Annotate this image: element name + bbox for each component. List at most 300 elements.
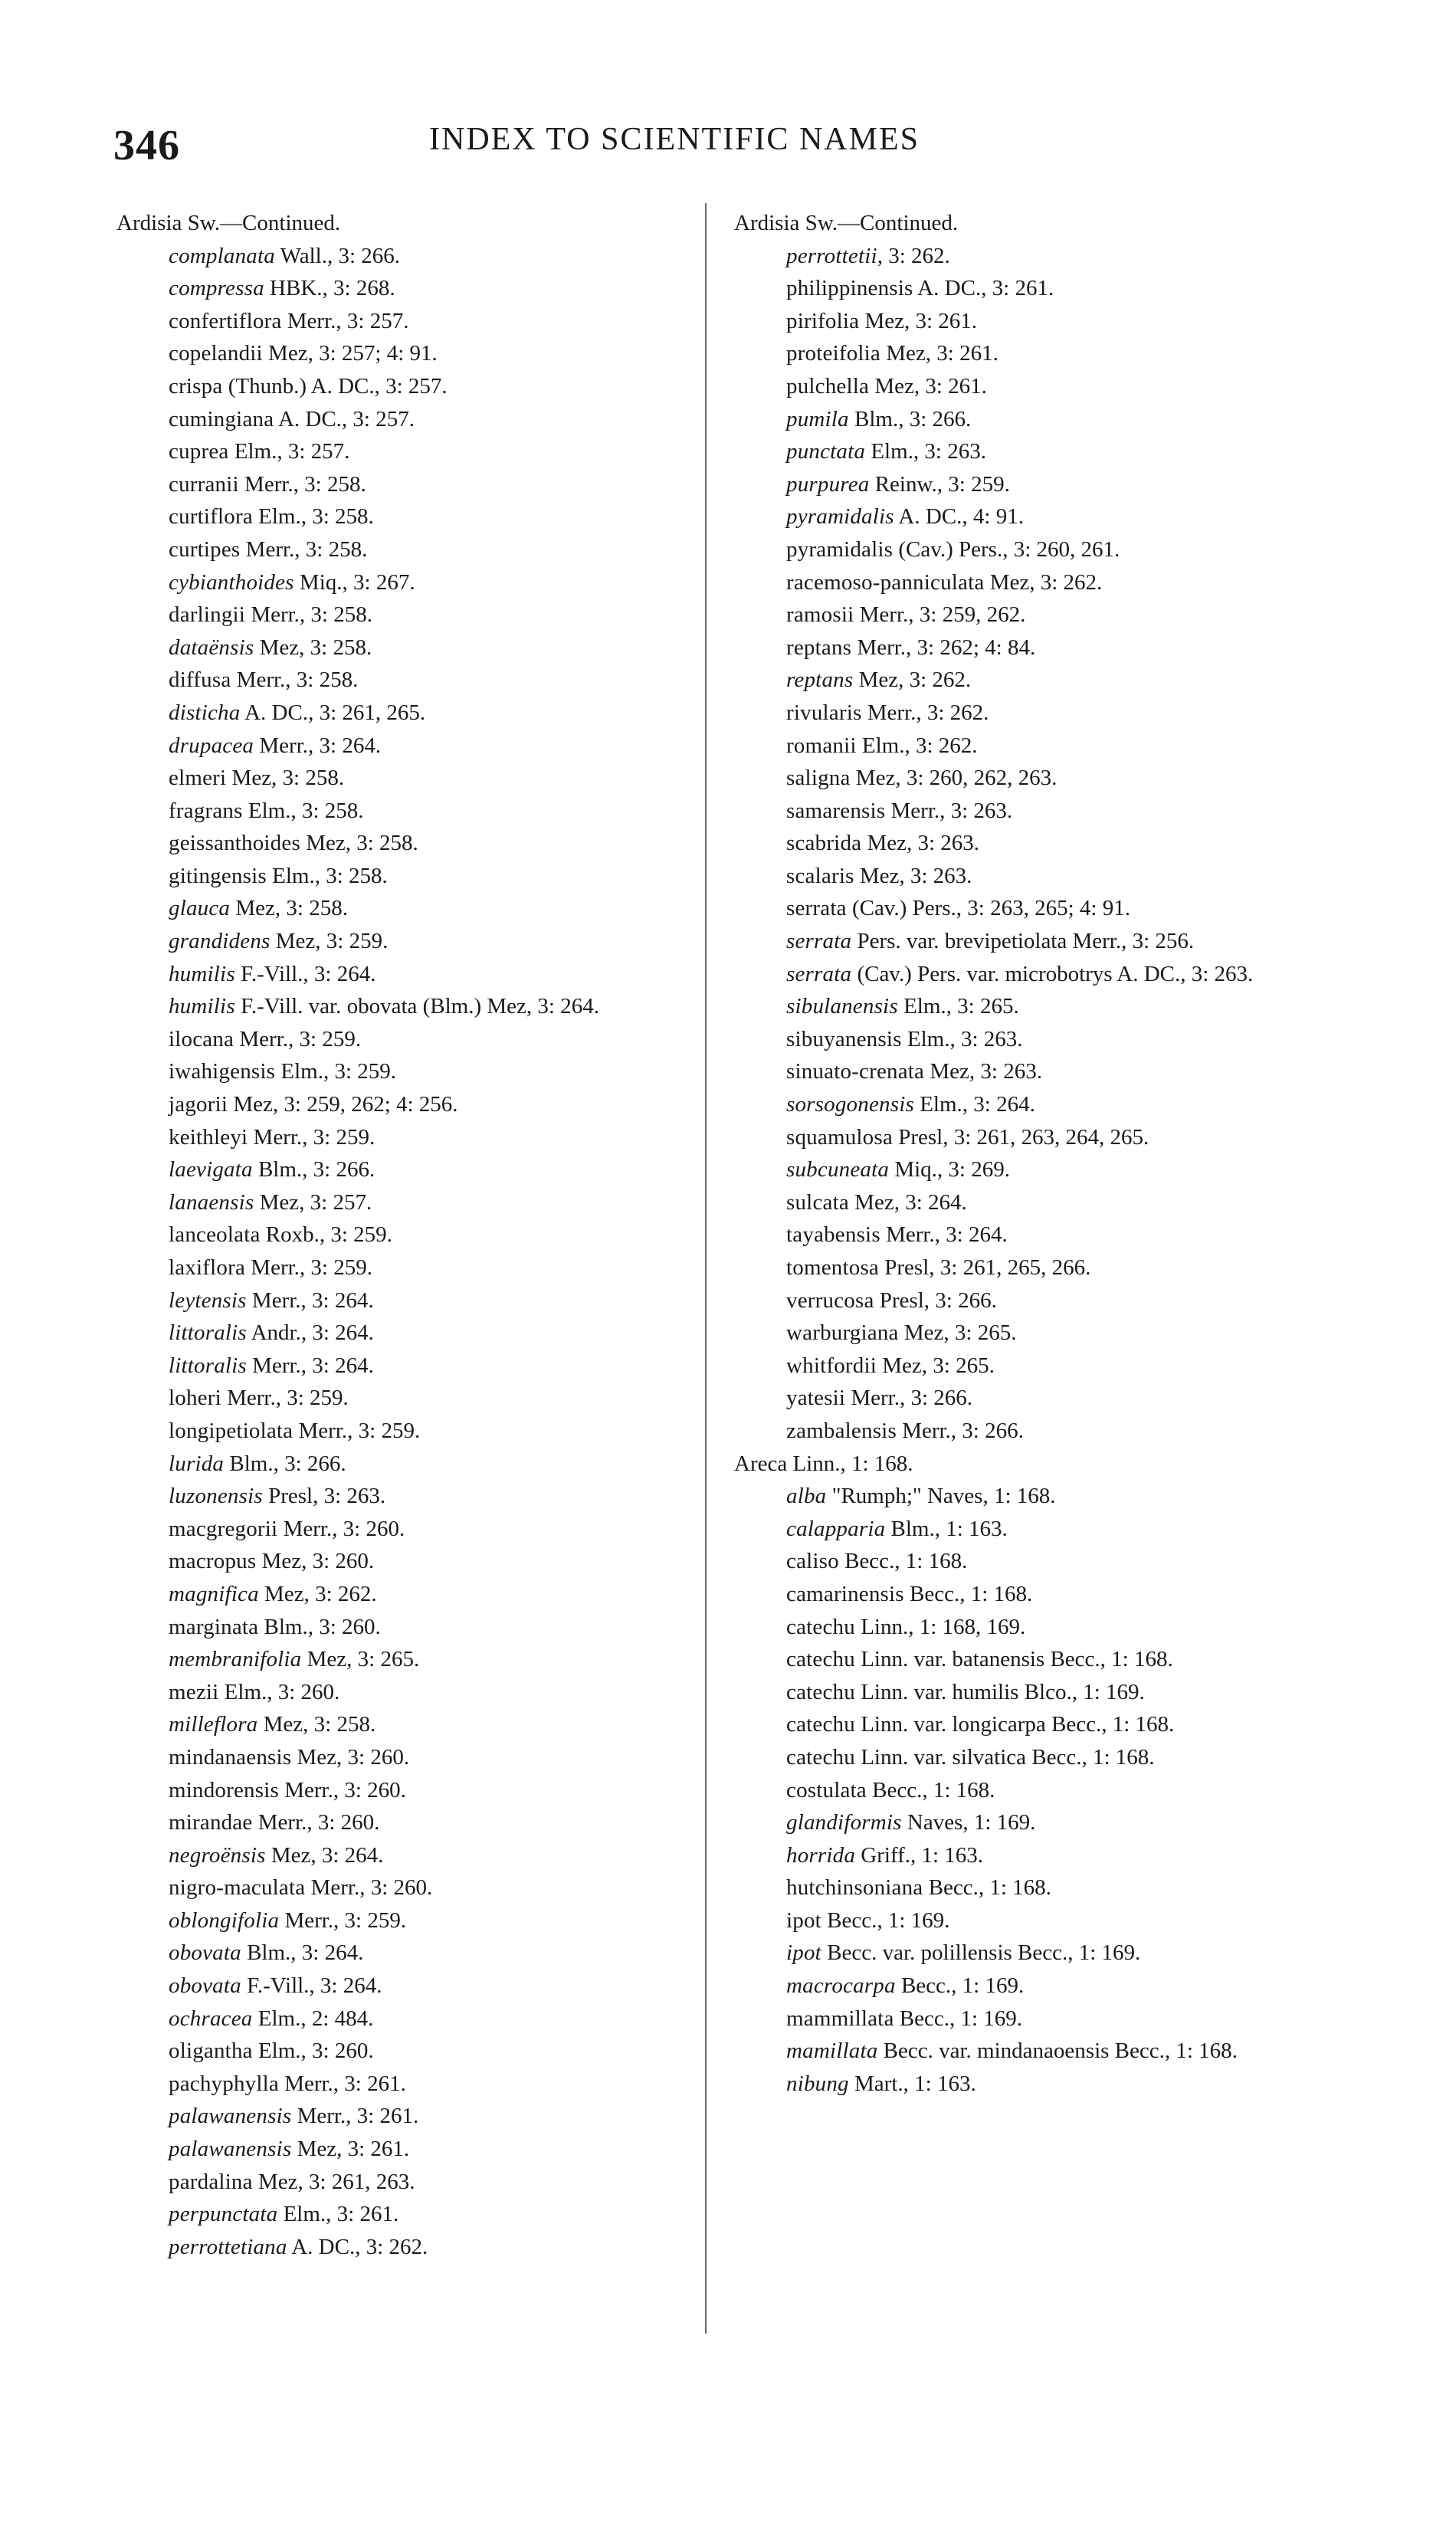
index-entry	[734, 1382, 1324, 1415]
index-entry	[734, 1676, 1324, 1709]
index-entry	[116, 1480, 707, 1513]
entry-reference: Blm., 3: 264.	[241, 1940, 364, 1966]
index-entry	[116, 1708, 707, 1741]
entry-species-name: horrida	[786, 1842, 856, 1868]
entry-reference: Mez, 3: 259.	[270, 929, 389, 954]
entry-species-name: ramosii	[786, 602, 854, 628]
genus-heading-ardisia-continued: Ardisia Sw.—Continued.	[734, 211, 959, 235]
entry-species-name: rivularis	[786, 700, 862, 725]
index-entry	[116, 2068, 707, 2101]
entry-species-name: serrata	[786, 896, 847, 921]
entry-reference: Mez, 3: 263.	[861, 831, 980, 856]
entry-species-name: mirandae	[169, 1810, 253, 1835]
entry-reference: Naves, 1: 169.	[901, 1810, 1036, 1835]
index-entry	[116, 1611, 707, 1644]
index-entry	[734, 2003, 1324, 2035]
entry-reference: Mez, 3: 265.	[877, 1353, 995, 1378]
entry-species-name: confertiflora	[169, 308, 282, 333]
entry-reference: Merr., 3: 262.	[861, 700, 989, 725]
entry-species-name: warburgiana	[786, 1320, 899, 1346]
index-entry	[116, 566, 707, 599]
index-entry	[116, 1448, 707, 1481]
entry-species-name: drupacea	[169, 733, 254, 758]
entry-reference: Merr., 3: 257.	[281, 308, 409, 333]
entry-species-name: purpurea	[786, 471, 870, 497]
index-entry	[734, 1937, 1324, 1970]
index-entry	[116, 697, 707, 730]
entry-species-name: grandidens	[169, 929, 271, 954]
entry-species-name: catechu	[786, 1744, 855, 1770]
index-entry	[116, 1350, 707, 1383]
index-entry	[116, 1088, 707, 1121]
entry-reference: Mez, 3: 259, 262; 4: 256.	[228, 1092, 458, 1117]
entry-species-name: perrottetiana	[169, 2234, 287, 2259]
index-entry	[734, 1513, 1324, 1546]
entry-reference: F.-Vill., 3: 264.	[234, 961, 376, 986]
entry-species-name: ochracea	[169, 2006, 253, 2031]
entry-reference: Griff., 1: 163.	[855, 1842, 984, 1868]
entry-reference: Merr., 3: 262; 4: 84.	[851, 635, 1036, 660]
index-entry	[116, 240, 707, 273]
entry-species-name: pirifolia	[786, 308, 860, 333]
entry-species-name: sibulanensis	[786, 994, 898, 1019]
entry-species-name: reptans	[786, 668, 854, 693]
entry-reference: Merr., 3: 259.	[245, 1255, 372, 1280]
index-entry	[734, 664, 1324, 697]
entry-reference: Merr., 3: 259.	[293, 1418, 421, 1443]
entry-species-name: laevigata	[169, 1157, 253, 1182]
index-entry	[734, 305, 1324, 338]
entry-reference: Mez, 3: 261.	[869, 373, 987, 399]
entry-species-name: loheri	[169, 1386, 221, 1411]
entry-species-name: sibuyanensis	[786, 1026, 902, 1051]
left-entry-list	[116, 240, 707, 2264]
index-entry	[116, 533, 707, 566]
entry-species-name: sinuato-crenata	[786, 1059, 925, 1084]
index-entry	[116, 2035, 707, 2068]
index-entry	[734, 1774, 1324, 1807]
index-entry	[734, 1708, 1324, 1741]
index-entry	[116, 370, 707, 403]
index-entry	[734, 435, 1324, 468]
index-entry	[116, 1121, 707, 1154]
entry-reference: (Cav.) Pers. var. microbotrys A. DC., 3: 263.	[851, 961, 1254, 986]
entry-species-name: milleflora	[169, 1712, 258, 1737]
index-entry	[734, 599, 1324, 631]
index-entry	[734, 1186, 1324, 1219]
entry-reference: , 3: 262.	[877, 243, 950, 268]
index-entry	[116, 1774, 707, 1807]
entry-species-name: saligna	[786, 766, 851, 791]
entry-reference: Elm., 3: 257.	[228, 439, 350, 464]
entry-species-name: palawanensis	[169, 2137, 292, 2162]
entry-species-name: perpunctata	[169, 2202, 278, 2227]
index-entry	[116, 403, 707, 436]
index-entry	[734, 958, 1324, 991]
index-entry	[734, 1350, 1324, 1383]
entry-species-name: longipetiolata	[169, 1418, 293, 1443]
entry-reference: Elm., 3: 261.	[277, 2202, 399, 2227]
index-entry	[734, 631, 1324, 664]
entry-reference: Mez, 3: 261.	[291, 2137, 410, 2162]
index-entry	[734, 566, 1324, 599]
entry-reference: Merr., 3: 259.	[279, 1907, 407, 1933]
entry-species-name: luzonensis	[169, 1484, 263, 1509]
index-entry	[734, 730, 1324, 763]
index-entry	[116, 860, 707, 893]
entry-reference: Merr., 3: 263.	[885, 798, 1013, 823]
entry-reference: Blm., 3: 266.	[848, 406, 972, 431]
entry-reference: Becc., 1: 168.	[838, 1549, 968, 1574]
entry-reference: Elm., 3: 260.	[218, 1679, 340, 1704]
index-entry	[734, 827, 1324, 860]
index-entry	[734, 500, 1324, 533]
index-entry	[116, 1904, 707, 1937]
entry-reference: Mez, 3: 258.	[226, 766, 345, 791]
index-entry	[734, 795, 1324, 828]
entry-species-name: oblongifolia	[169, 1907, 280, 1933]
entry-species-name: disticha	[169, 700, 241, 725]
entry-species-name: glauca	[169, 896, 231, 921]
entry-species-name: macropus	[169, 1549, 257, 1574]
index-entry	[734, 1219, 1324, 1251]
entry-species-name: serrata	[786, 961, 852, 986]
entry-species-name: catechu	[786, 1712, 855, 1737]
index-entry	[116, 990, 707, 1023]
entry-species-name: samarensis	[786, 798, 886, 823]
entry-reference: Mez, 3: 260, 262, 263.	[850, 766, 1058, 791]
entry-reference: A. DC., 3: 261, 265.	[240, 700, 426, 725]
entry-species-name: ipot	[786, 1940, 821, 1966]
entry-reference: Becc., 1: 169.	[895, 1973, 1025, 1999]
entry-species-name: leytensis	[169, 1287, 247, 1313]
index-entry	[116, 762, 707, 795]
index-entry	[734, 1251, 1324, 1284]
index-entry	[116, 1055, 707, 1088]
entry-reference: Elm., 3: 264.	[913, 1092, 1035, 1117]
entry-species-name: whitfordii	[786, 1353, 877, 1378]
index-entry	[734, 403, 1324, 436]
index-entry	[116, 1382, 707, 1415]
entry-reference: Mez, 3: 261.	[859, 308, 978, 333]
entry-reference: Merr., 3: 266.	[896, 1418, 1024, 1443]
index-entry	[116, 1643, 707, 1676]
entry-reference: Merr., 3: 266.	[845, 1386, 973, 1411]
entry-species-name: magnifica	[169, 1581, 259, 1606]
index-entry	[734, 1643, 1324, 1676]
entry-reference: Linn. var. humilis Blco., 1: 169.	[854, 1679, 1145, 1704]
index-entry	[734, 1806, 1324, 1839]
entry-species-name: sulcata	[786, 1189, 849, 1215]
index-entry	[116, 435, 707, 468]
entry-species-name: racemoso-panniculata	[786, 569, 985, 595]
entry-reference: Merr., 3: 261.	[278, 2071, 406, 2096]
entry-species-name: romanii	[786, 733, 857, 758]
index-entry	[116, 631, 707, 664]
entry-species-name: nibung	[786, 2071, 849, 2096]
entry-reference: Merr., 3: 259.	[221, 1386, 349, 1411]
entry-reference: Merr., 3: 258.	[238, 471, 366, 497]
entry-species-name: ipot	[786, 1907, 821, 1933]
entry-reference: Mez, 3: 265.	[301, 1647, 420, 1672]
entry-reference: Miq., 3: 269.	[889, 1157, 1010, 1182]
entry-species-name: pyramidalis	[786, 504, 894, 530]
index-entry	[116, 337, 707, 370]
entry-species-name: gitingensis	[169, 863, 267, 888]
entry-reference: Merr., 3: 260.	[278, 1777, 406, 1802]
entry-reference: Merr., 3: 259.	[248, 1124, 375, 1150]
entry-species-name: curranii	[169, 471, 239, 497]
areca-entry-list	[734, 1480, 1324, 2100]
entry-reference: Blm., 3: 266.	[224, 1451, 346, 1476]
entry-species-name: serrata	[786, 929, 852, 954]
index-entry	[116, 1415, 707, 1448]
entry-species-name: oligantha	[169, 2039, 253, 2064]
entry-reference: Elm., 2: 484.	[252, 2006, 374, 2031]
index-entry	[734, 1611, 1324, 1644]
entry-reference: Elm., 3: 260.	[252, 2039, 374, 2064]
index-entry	[116, 1937, 707, 1970]
index-entry	[116, 1219, 707, 1251]
entry-reference: Becc. var. polillensis Becc., 1: 169.	[821, 1940, 1141, 1966]
entry-reference: Mez, 3: 264.	[265, 1842, 384, 1868]
entry-species-name: pachyphylla	[169, 2071, 279, 2096]
index-entry	[734, 697, 1324, 730]
entry-species-name: complanata	[169, 243, 275, 268]
index-entry	[116, 468, 707, 501]
entry-reference: Becc., 1: 169.	[894, 2006, 1023, 2031]
index-entry	[116, 892, 707, 925]
entry-species-name: compressa	[169, 276, 264, 301]
entry-reference: Merr., 3: 264.	[880, 1222, 1008, 1248]
entry-reference: A. DC., 3: 261.	[913, 276, 1054, 301]
entry-species-name: catechu	[786, 1647, 855, 1672]
entry-species-name: punctata	[786, 439, 866, 464]
index-entry	[116, 599, 707, 631]
entry-reference: Mez, 3: 265.	[898, 1320, 1017, 1346]
entry-species-name: pumila	[786, 406, 849, 431]
entry-species-name: crispa	[169, 373, 223, 399]
entry-species-name: ilocana	[169, 1026, 234, 1051]
entry-species-name: tayabensis	[786, 1222, 880, 1248]
entry-species-name: negroënsis	[169, 1842, 266, 1868]
index-entry	[116, 1023, 707, 1056]
entry-reference: Miq., 3: 267.	[293, 569, 415, 595]
entry-species-name: squamulosa	[786, 1124, 893, 1150]
index-entry	[116, 827, 707, 860]
entry-reference: Merr., 3: 258.	[240, 536, 368, 562]
entry-reference: Elm., 3: 263.	[865, 439, 986, 464]
entry-species-name: diffusa	[169, 668, 231, 693]
entry-reference: (Cav.) Pers., 3: 263, 265; 4: 91.	[846, 896, 1130, 921]
entry-species-name: lanaensis	[169, 1189, 254, 1215]
index-entry	[734, 1055, 1324, 1088]
entry-reference: "Rumph;" Naves, 1: 168.	[826, 1484, 1056, 1509]
entry-species-name: scalaris	[786, 863, 854, 888]
index-entry	[116, 1251, 707, 1284]
entry-reference: A. DC., 4: 91.	[894, 504, 1024, 530]
entry-species-name: pulchella	[786, 373, 870, 399]
column-divider	[705, 203, 707, 2334]
entry-reference: Roxb., 3: 259.	[260, 1222, 392, 1248]
entry-species-name: camarinensis	[786, 1581, 904, 1606]
index-entry	[116, 2166, 707, 2199]
entry-reference: Blm., 1: 163.	[885, 1516, 1008, 1541]
entry-species-name: catechu	[786, 1679, 855, 1704]
entry-reference: Mez, 3: 263.	[854, 863, 972, 888]
entry-species-name: pardalina	[169, 2169, 253, 2194]
right-entry-list	[734, 240, 1324, 1448]
index-entry	[734, 1284, 1324, 1317]
index-entry	[734, 1317, 1324, 1350]
entry-reference: Linn., 1: 168, 169.	[854, 1614, 1026, 1639]
entry-species-name: dataënsis	[169, 635, 254, 660]
entry-species-name: proteifolia	[786, 341, 880, 366]
entry-reference: Becc., 1: 168.	[923, 1875, 1051, 1901]
index-entry	[734, 1121, 1324, 1154]
entry-reference: Mez, 3: 257.	[254, 1189, 372, 1215]
index-entry	[734, 1871, 1324, 1904]
entry-species-name: alba	[786, 1484, 827, 1509]
entry-species-name: verrucosa	[786, 1287, 874, 1313]
entry-species-name: macgregorii	[169, 1516, 278, 1541]
entry-reference: Linn. var. longicarpa Becc., 1: 168.	[854, 1712, 1175, 1737]
index-entry	[734, 1970, 1324, 2003]
index-entry	[734, 1545, 1324, 1578]
entry-species-name: marginata	[169, 1614, 259, 1639]
entry-reference: Mez, 3: 260.	[256, 1549, 375, 1574]
entry-reference: Elm., 3: 258.	[252, 504, 374, 530]
entry-species-name: membranifolia	[169, 1647, 302, 1672]
entry-species-name: mamillata	[786, 2039, 878, 2064]
entry-reference: Andr., 3: 264.	[246, 1320, 374, 1346]
index-entry	[734, 370, 1324, 403]
index-entry	[116, 925, 707, 958]
entry-reference: Wall., 3: 266.	[274, 243, 401, 268]
index-entry	[734, 468, 1324, 501]
index-entry	[734, 1088, 1324, 1121]
entry-reference: Mez, 3: 262.	[984, 569, 1103, 595]
entry-species-name: mindanaensis	[169, 1744, 292, 1770]
index-entry	[116, 1839, 707, 1872]
index-entry	[734, 2035, 1324, 2068]
entry-species-name: mindorensis	[169, 1777, 279, 1802]
entry-species-name: obovata	[169, 1973, 241, 1999]
index-entry	[116, 795, 707, 828]
index-entry	[734, 337, 1324, 370]
entry-reference: Presl, 3: 263.	[262, 1484, 386, 1509]
entry-reference: Mez, 3: 258.	[254, 635, 372, 660]
index-entry	[116, 1513, 707, 1546]
index-entry	[734, 1415, 1324, 1448]
entry-species-name: humilis	[169, 994, 235, 1019]
entry-reference: Merr., 3: 258.	[231, 668, 359, 693]
entry-species-name: copelandii	[169, 341, 263, 366]
entry-species-name: darlingii	[169, 602, 246, 628]
entry-species-name: fragrans	[169, 798, 243, 823]
entry-reference: Presl, 3: 261, 265, 266.	[879, 1255, 1091, 1280]
entry-reference: Blm., 3: 260.	[258, 1614, 381, 1639]
entry-reference: HBK., 3: 268.	[264, 276, 395, 301]
entry-reference: Mez, 3: 261.	[880, 341, 999, 366]
index-entry	[116, 305, 707, 338]
entry-reference: F.-Vill., 3: 264.	[241, 1973, 382, 1999]
entry-species-name: obovata	[169, 1940, 241, 1966]
entry-species-name: perrottetii	[786, 243, 877, 268]
entry-reference: Mez, 3: 262.	[853, 668, 972, 693]
index-entry	[116, 2231, 707, 2264]
entry-species-name: geissanthoides	[169, 831, 300, 856]
entry-reference: Mart., 1: 163.	[848, 2071, 976, 2096]
entry-reference: Elm., 3: 265.	[897, 994, 1019, 1019]
entry-reference: Pers. var. brevipetiolata Merr., 3: 256.	[851, 929, 1195, 954]
index-entry	[734, 1839, 1324, 1872]
entry-species-name: curtiflora	[169, 504, 253, 530]
entry-reference: Mez, 3: 262.	[258, 1581, 377, 1606]
entry-species-name: tomentosa	[786, 1255, 880, 1280]
entry-species-name: scabrida	[786, 831, 862, 856]
entry-reference: Mez, 3: 258.	[230, 896, 348, 921]
entry-reference: Mez, 3: 264.	[848, 1189, 967, 1215]
entry-species-name: iwahigensis	[169, 1059, 276, 1084]
entry-reference: Mez, 3: 258.	[300, 831, 418, 856]
entry-species-name: calapparia	[786, 1516, 886, 1541]
entry-species-name: cumingiana	[169, 406, 274, 431]
index-entry	[116, 2198, 707, 2231]
entry-reference: Mez, 3: 257; 4: 91.	[262, 341, 438, 366]
entry-reference: Becc., 1: 168.	[903, 1581, 1033, 1606]
index-entry	[116, 1153, 707, 1186]
entry-species-name: palawanensis	[169, 2104, 292, 2129]
entry-reference: Merr., 3: 264.	[246, 1353, 374, 1378]
index-entry	[734, 533, 1324, 566]
entry-reference: Merr., 3: 258.	[245, 602, 372, 628]
entry-reference: Mez, 3: 258.	[257, 1712, 376, 1737]
right-column	[734, 207, 1324, 2100]
entry-reference: Reinw., 3: 259.	[869, 471, 1010, 497]
entry-reference: Presl, 3: 266.	[874, 1287, 997, 1313]
entry-reference: Merr., 3: 260.	[305, 1875, 433, 1901]
entry-species-name: keithleyi	[169, 1124, 248, 1150]
entry-species-name: lanceolata	[169, 1222, 261, 1248]
entry-species-name: nigro-maculata	[169, 1875, 306, 1901]
entry-reference: Linn. var. batanensis Becc., 1: 168.	[854, 1647, 1173, 1672]
index-entry	[734, 1741, 1324, 1774]
index-entry	[116, 1578, 707, 1611]
entry-reference: Merr., 3: 261.	[291, 2104, 419, 2129]
entry-reference: F.-Vill. var. obovata (Blm.) Mez, 3: 264.	[234, 994, 599, 1019]
entry-species-name: reptans	[786, 635, 852, 660]
entry-species-name: hutchinsoniana	[786, 1875, 923, 1901]
entry-species-name: jagorii	[169, 1092, 228, 1117]
index-entry	[116, 1186, 707, 1219]
index-entry	[116, 730, 707, 763]
entry-species-name: catechu	[786, 1614, 855, 1639]
entry-reference: Elm., 3: 263.	[901, 1026, 1023, 1051]
entry-species-name: curtipes	[169, 536, 241, 562]
entry-reference: Mez, 3: 260.	[291, 1744, 410, 1770]
entry-reference: Elm., 3: 262.	[856, 733, 978, 758]
entry-reference: Linn. var. silvatica Becc., 1: 168.	[854, 1744, 1155, 1770]
entry-species-name: cuprea	[169, 439, 229, 464]
running-title: INDEX TO SCIENTIFIC NAMES	[429, 122, 920, 157]
entry-species-name: glandiformis	[786, 1810, 902, 1835]
entry-reference: Presl, 3: 261, 263, 264, 265.	[892, 1124, 1149, 1150]
index-entry	[116, 1317, 707, 1350]
entry-reference: Becc. var. mindanaoensis Becc., 1: 168.	[877, 2039, 1238, 2064]
entry-reference: (Thunb.) A. DC., 3: 257.	[222, 373, 448, 399]
entry-species-name: caliso	[786, 1549, 839, 1574]
